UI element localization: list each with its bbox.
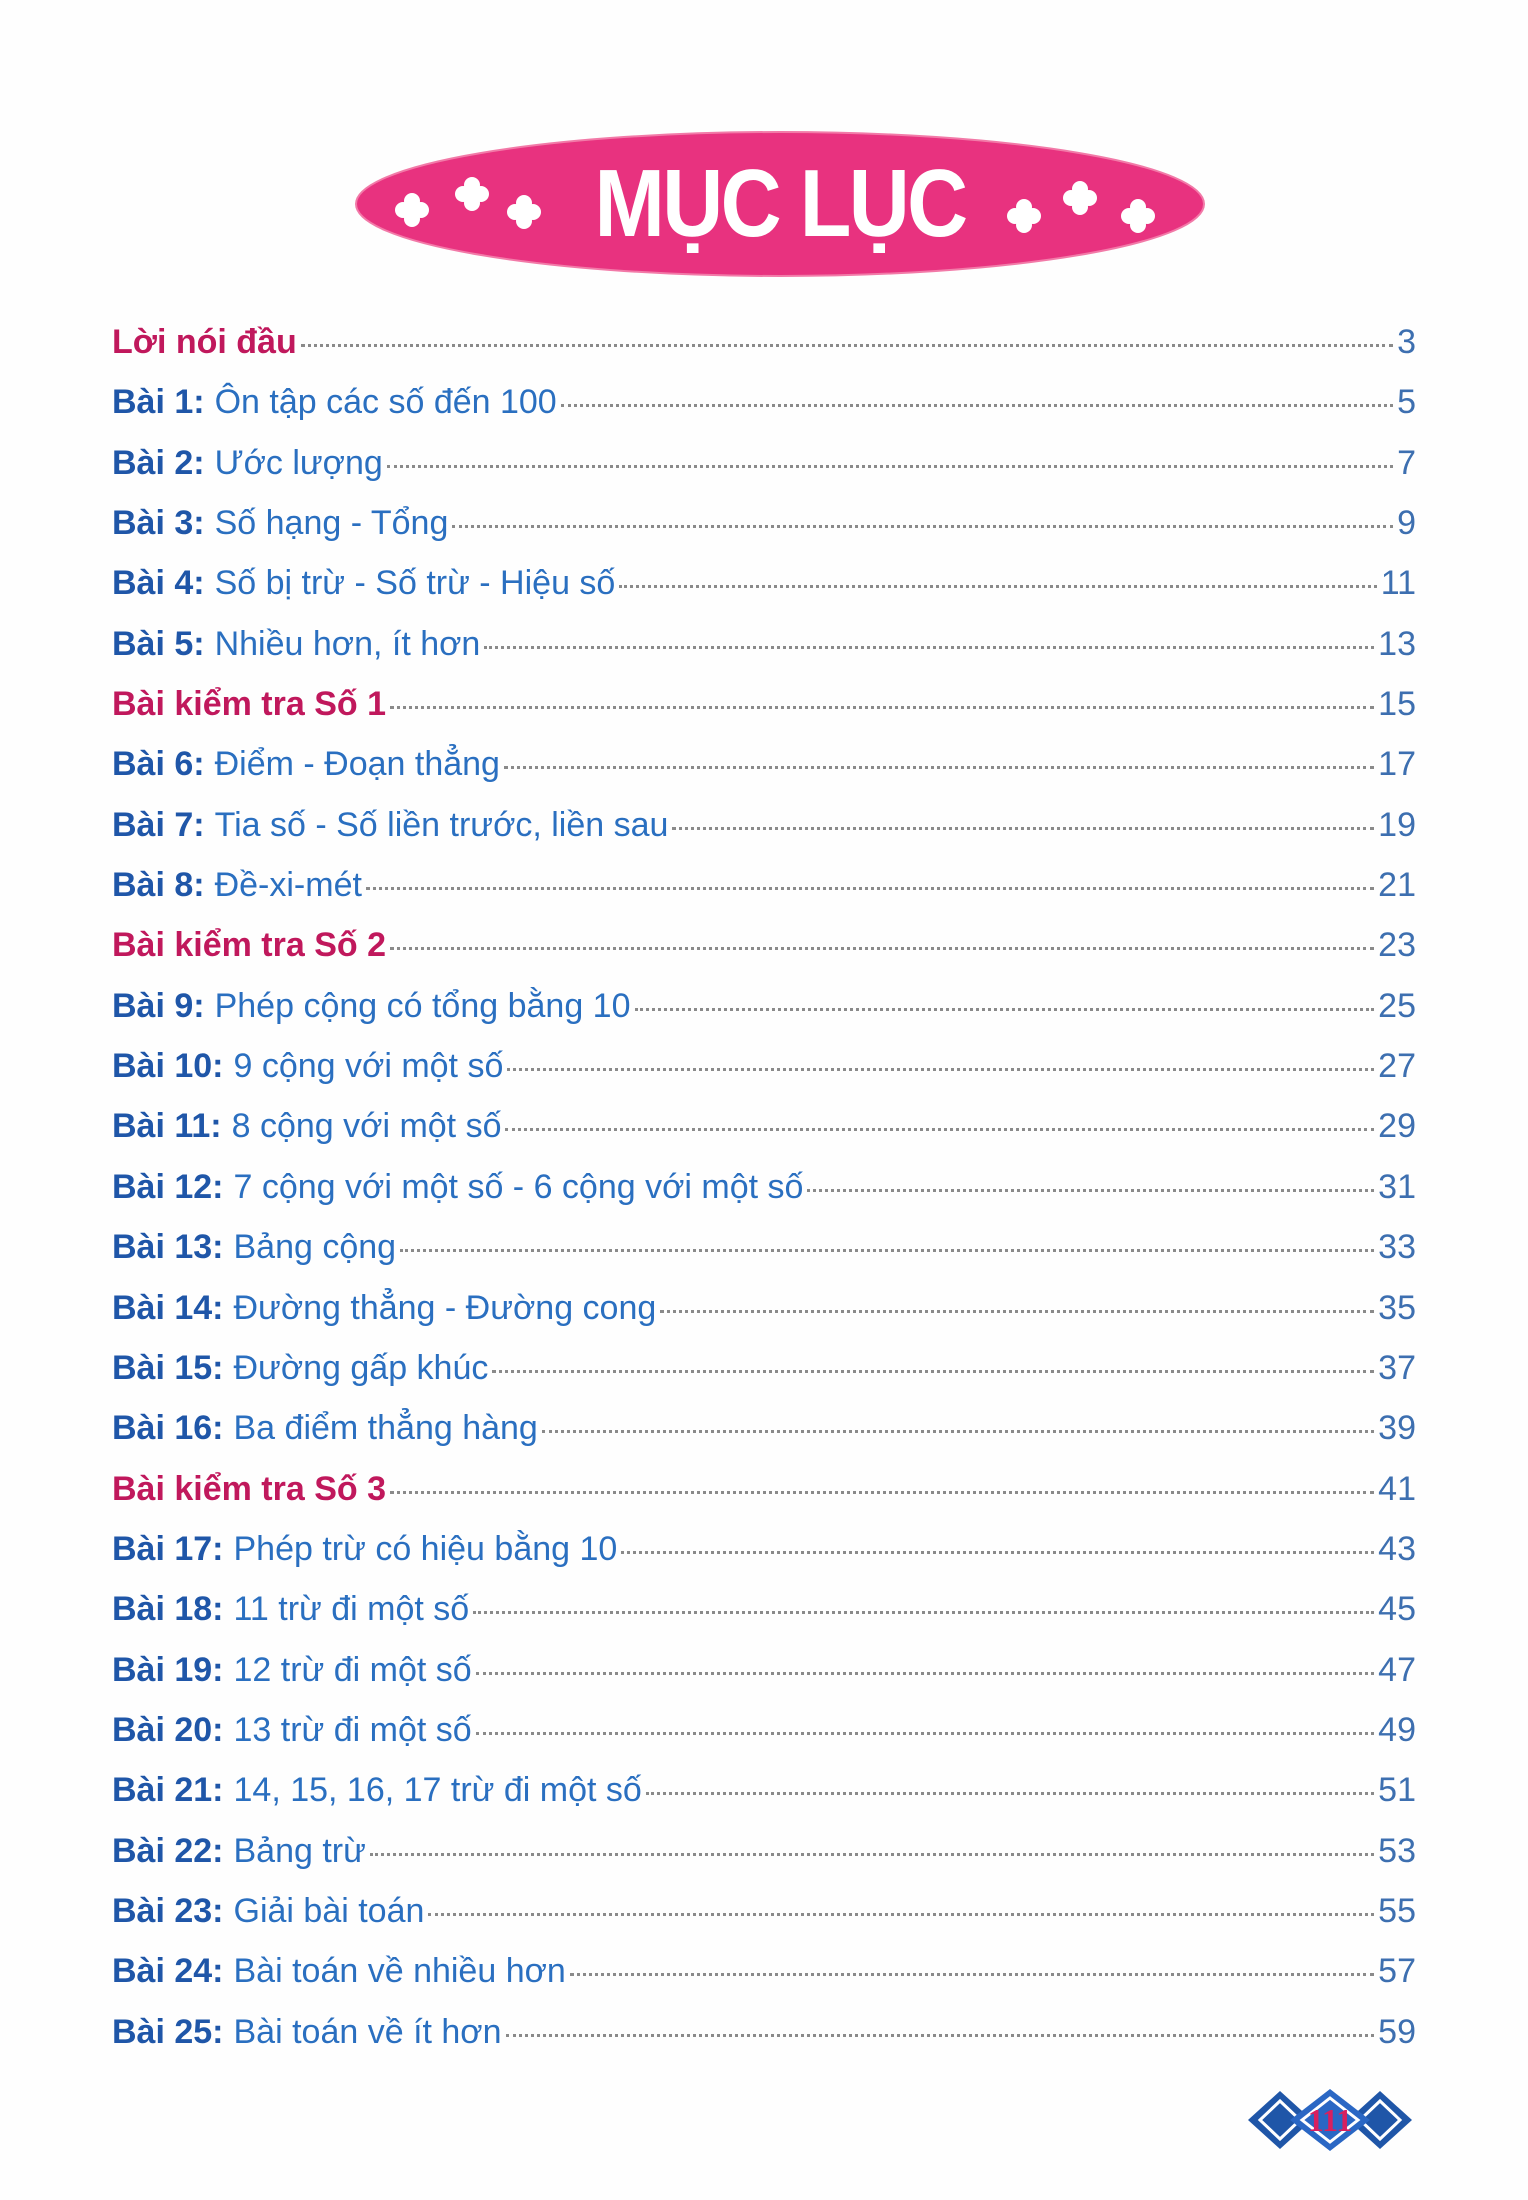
dot-leader bbox=[660, 1310, 1374, 1313]
toc-entry-title: 13 trừ đi một số bbox=[233, 1710, 472, 1749]
toc-entry-label: Bài 7: bbox=[112, 805, 205, 844]
toc-entry bbox=[112, 1289, 1416, 1349]
dot-leader bbox=[390, 706, 1374, 709]
toc-entry-page: 55 bbox=[1378, 1891, 1416, 1930]
dot-leader bbox=[646, 1792, 1374, 1795]
toc-entry-label: Bài 18: bbox=[112, 1590, 224, 1629]
toc-entry-title: Nhiều hơn, ít hơn bbox=[214, 624, 481, 663]
toc-entry-label: Bài 13: bbox=[112, 1228, 224, 1267]
toc-entry-label: Bài kiểm tra Số 2 bbox=[112, 926, 387, 965]
dot-leader bbox=[400, 1249, 1374, 1252]
dot-leader bbox=[619, 585, 1376, 588]
toc-entry-title: Đề-xi-mét bbox=[214, 866, 362, 905]
toc-entry-label: Bài 20: bbox=[112, 1710, 224, 1749]
toc-entry bbox=[112, 685, 1416, 745]
dot-leader bbox=[387, 465, 1393, 468]
page-title: MỤC LỤC bbox=[594, 150, 966, 257]
toc-entry bbox=[112, 1651, 1416, 1711]
toc-entry bbox=[112, 1892, 1416, 1952]
toc-entry-label: Bài kiểm tra Số 3 bbox=[112, 1469, 387, 1508]
toc-entry-page: 57 bbox=[1378, 1952, 1416, 1991]
toc-entry-title: Bảng cộng bbox=[233, 1228, 397, 1267]
page-number-badge bbox=[1240, 2085, 1420, 2155]
toc-entry-page: 33 bbox=[1378, 1228, 1416, 1267]
toc-entry-page: 59 bbox=[1378, 2012, 1416, 2051]
toc-entry bbox=[112, 987, 1416, 1047]
toc-entry-label: Bài 8: bbox=[112, 866, 205, 905]
toc-entry-label: Bài 2: bbox=[112, 443, 205, 482]
dot-leader bbox=[476, 1672, 1374, 1675]
dot-leader bbox=[635, 1008, 1375, 1011]
toc-entry-label: Bài 24: bbox=[112, 1952, 224, 1991]
toc-entry-title: Phép trừ có hiệu bằng 10 bbox=[233, 1529, 618, 1568]
toc-entry bbox=[112, 1409, 1416, 1469]
title-banner bbox=[352, 128, 1208, 280]
toc-entry bbox=[112, 1590, 1416, 1650]
toc-entry-page: 25 bbox=[1378, 986, 1416, 1025]
table-of-contents bbox=[112, 323, 1416, 2073]
toc-entry-label: Bài 9: bbox=[112, 986, 205, 1025]
toc-entry bbox=[112, 1711, 1416, 1771]
toc-entry-page: 53 bbox=[1378, 1831, 1416, 1870]
toc-entry-label: Bài 5: bbox=[112, 624, 205, 663]
toc-entry-title: Bài toán về ít hơn bbox=[233, 2012, 502, 2051]
dot-leader bbox=[452, 525, 1393, 528]
toc-entry-title: Ba điểm thẳng hàng bbox=[233, 1409, 538, 1448]
toc-entry-title: Đường gấp khúc bbox=[233, 1348, 489, 1387]
toc-entry-title: Tia số - Số liền trước, liền sau bbox=[214, 805, 669, 844]
toc-entry bbox=[112, 1952, 1416, 2012]
toc-entry-page: 47 bbox=[1378, 1650, 1416, 1689]
toc-entry bbox=[112, 1349, 1416, 1409]
toc-entry bbox=[112, 926, 1416, 986]
dot-leader bbox=[476, 1732, 1374, 1735]
toc-entry-page: 43 bbox=[1378, 1529, 1416, 1568]
dot-leader bbox=[428, 1913, 1374, 1916]
toc-entry bbox=[112, 444, 1416, 504]
toc-entry-label: Bài 25: bbox=[112, 2012, 224, 2051]
toc-entry-label: Bài 19: bbox=[112, 1650, 224, 1689]
dot-leader bbox=[484, 646, 1374, 649]
toc-entry-page: 17 bbox=[1378, 745, 1416, 784]
toc-entry bbox=[112, 806, 1416, 866]
toc-entry-title: 7 cộng với một số - 6 cộng với một số bbox=[233, 1167, 804, 1206]
toc-entry-label: Bài 6: bbox=[112, 745, 205, 784]
toc-entry-page: 7 bbox=[1397, 443, 1416, 482]
toc-entry-page: 31 bbox=[1378, 1167, 1416, 1206]
dot-leader bbox=[807, 1189, 1374, 1192]
toc-entry bbox=[112, 1168, 1416, 1228]
toc-entry bbox=[112, 866, 1416, 926]
toc-entry bbox=[112, 323, 1416, 383]
toc-entry-title: 14, 15, 16, 17 trừ đi một số bbox=[233, 1771, 642, 1810]
toc-entry-page: 11 bbox=[1380, 564, 1416, 603]
toc-entry-title: Bài toán về nhiều hơn bbox=[233, 1952, 566, 1991]
dot-leader bbox=[542, 1430, 1374, 1433]
dot-leader bbox=[492, 1370, 1374, 1373]
toc-entry-page: 9 bbox=[1397, 504, 1416, 543]
toc-entry-page: 21 bbox=[1378, 866, 1416, 905]
toc-entry-label: Bài 15: bbox=[112, 1348, 224, 1387]
toc-entry-label: Bài 1: bbox=[112, 383, 205, 422]
toc-entry bbox=[112, 1530, 1416, 1590]
dot-leader bbox=[366, 887, 1374, 890]
dot-leader bbox=[473, 1611, 1374, 1614]
toc-entry bbox=[112, 1228, 1416, 1288]
toc-entry-page: 37 bbox=[1378, 1348, 1416, 1387]
toc-entry-page: 29 bbox=[1378, 1107, 1416, 1146]
dot-leader bbox=[570, 1973, 1374, 1976]
toc-entry-title: Số bị trừ - Số trừ - Hiệu số bbox=[214, 564, 616, 603]
toc-entry-label: Bài 21: bbox=[112, 1771, 224, 1810]
toc-entry-page: 27 bbox=[1378, 1047, 1416, 1086]
toc-entry bbox=[112, 504, 1416, 564]
toc-entry-title: Bảng trừ bbox=[233, 1831, 366, 1870]
toc-entry bbox=[112, 2013, 1416, 2073]
dot-leader bbox=[504, 766, 1374, 769]
toc-entry-label: Lời nói đầu bbox=[112, 323, 297, 361]
toc-entry-title: Ôn tập các số đến 100 bbox=[214, 383, 557, 422]
toc-entry-label: Bài 4: bbox=[112, 564, 205, 603]
toc-entry-label: Bài kiểm tra Số 1 bbox=[112, 685, 387, 724]
dot-leader bbox=[301, 344, 1393, 347]
toc-entry bbox=[112, 625, 1416, 685]
toc-entry-title: 9 cộng với một số bbox=[233, 1047, 504, 1086]
dot-leader bbox=[561, 404, 1393, 407]
toc-entry-title: Đường thẳng - Đường cong bbox=[233, 1288, 657, 1327]
toc-entry-page: 15 bbox=[1378, 685, 1416, 724]
toc-entry-label: Bài 11: bbox=[112, 1107, 222, 1146]
toc-entry-page: 23 bbox=[1378, 926, 1416, 965]
toc-entry-title: Điểm - Đoạn thẳng bbox=[214, 745, 500, 784]
toc-entry-page: 13 bbox=[1378, 624, 1416, 663]
toc-entry bbox=[112, 1470, 1416, 1530]
toc-entry bbox=[112, 564, 1416, 624]
toc-entry-title: 11 trừ đi một số bbox=[233, 1590, 470, 1629]
dot-leader bbox=[621, 1551, 1374, 1554]
dot-leader bbox=[506, 2034, 1375, 2037]
toc-entry-label: Bài 10: bbox=[112, 1047, 224, 1086]
toc-entry-title: Số hạng - Tổng bbox=[214, 504, 449, 543]
toc-entry-page: 39 bbox=[1378, 1409, 1416, 1448]
toc-entry-title: 12 trừ đi một số bbox=[233, 1650, 472, 1689]
toc-entry bbox=[112, 1047, 1416, 1107]
toc-entry bbox=[112, 383, 1416, 443]
dot-leader bbox=[390, 947, 1374, 950]
toc-entry-page: 45 bbox=[1378, 1590, 1416, 1629]
toc-entry bbox=[112, 745, 1416, 805]
toc-entry-page: 3 bbox=[1397, 323, 1416, 361]
page-number: 111 bbox=[1307, 2101, 1353, 2138]
toc-entry-page: 35 bbox=[1378, 1288, 1416, 1327]
toc-entry bbox=[112, 1771, 1416, 1831]
toc-entry-label: Bài 16: bbox=[112, 1409, 224, 1448]
toc-entry-page: 51 bbox=[1378, 1771, 1416, 1810]
toc-entry-title: Phép cộng có tổng bằng 10 bbox=[214, 986, 631, 1025]
toc-entry-label: Bài 3: bbox=[112, 504, 205, 543]
dot-leader bbox=[370, 1853, 1374, 1856]
toc-entry bbox=[112, 1832, 1416, 1892]
toc-entry-page: 19 bbox=[1378, 805, 1416, 844]
toc-entry-label: Bài 17: bbox=[112, 1529, 224, 1568]
toc-entry-page: 5 bbox=[1397, 383, 1416, 422]
dot-leader bbox=[505, 1128, 1374, 1131]
toc-entry-label: Bài 14: bbox=[112, 1288, 224, 1327]
toc-entry-title: 8 cộng với một số bbox=[231, 1107, 502, 1146]
toc-entry-label: Bài 12: bbox=[112, 1167, 224, 1206]
toc-entry-title: Ước lượng bbox=[214, 443, 383, 482]
dot-leader bbox=[390, 1491, 1374, 1494]
toc-entry bbox=[112, 1107, 1416, 1167]
dot-leader bbox=[672, 827, 1374, 830]
toc-entry-page: 41 bbox=[1378, 1469, 1416, 1508]
toc-entry-label: Bài 22: bbox=[112, 1831, 224, 1870]
toc-entry-label: Bài 23: bbox=[112, 1891, 224, 1930]
dot-leader bbox=[507, 1068, 1374, 1071]
toc-entry-page: 49 bbox=[1378, 1710, 1416, 1749]
toc-entry-title: Giải bài toán bbox=[233, 1891, 425, 1930]
